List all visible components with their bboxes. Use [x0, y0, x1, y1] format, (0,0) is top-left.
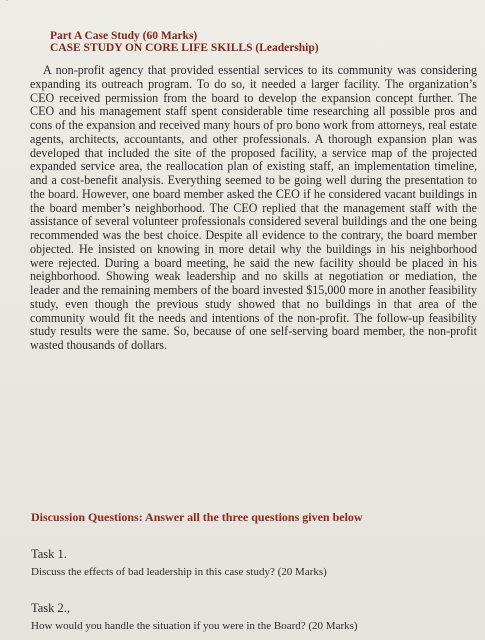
task-1-label: Task 1.: [31, 547, 67, 561]
corner-mark: [6, 0, 47, 17]
case-title: CASE STUDY ON CORE LIFE SKILLS (Leadership): [50, 42, 319, 54]
task-2-label: Task 2.,: [31, 601, 71, 615]
part-title: Part A Case Study (60 Marks): [50, 30, 198, 42]
task-1-question: Discuss the effects of bad leadership in this case study? (20 Marks): [31, 566, 327, 578]
task-2-question: How would you handle the situation if you were in the Board? (20 Marks): [31, 620, 358, 632]
discussion-heading: Discussion Questions: Answer all the three questions given below: [31, 510, 363, 524]
case-study-paragraph: A non-profit agency that provided essential services to its community was considering expanding its outreach program. To do so, it needed a larger facility. The organization’s CEO received permission from the board to develop the expansion concept further. The CEO and his management staff spent considerable time researching all possible pros and cons of the expansion and received many hours of pro bono work from attorneys, real estate agents, architects, accountants, and other professionals. A thorough expansion plan was developed that included the site of the proposed facility, a service map of the projected expanded service area, the reallocation plan of existing staff, an implementation timeline, and a cost-benefit analysis. Everything seemed to be going well during the presentation to the board. However, one board member asked the CEO if he considered vacant buildings in the board member’s neighborhood. The CEO replied that the management staff with the assistance of several volunteer professionals considered several buildings and the one being recommended was the best choice. Despite all evidence to the contrary, the board member objected. He insisted on knowing in more detail why the buildings in his neighborhood were rejected. During a board meeting, he said the new facility should be placed in his neighborhood. Showing weak leadership and no skills at negotiation or mediation, the leader and the remaining members of the board invested $15,000 more in another feasibility study, even though the previous study showed that no buildings in that area of the community would fit the needs and intentions of the non-profit. The follow-up feasibility study results were the same. So, because of one self-serving board member, the non-profit wasted thousands of dollars.: [30, 63, 477, 352]
